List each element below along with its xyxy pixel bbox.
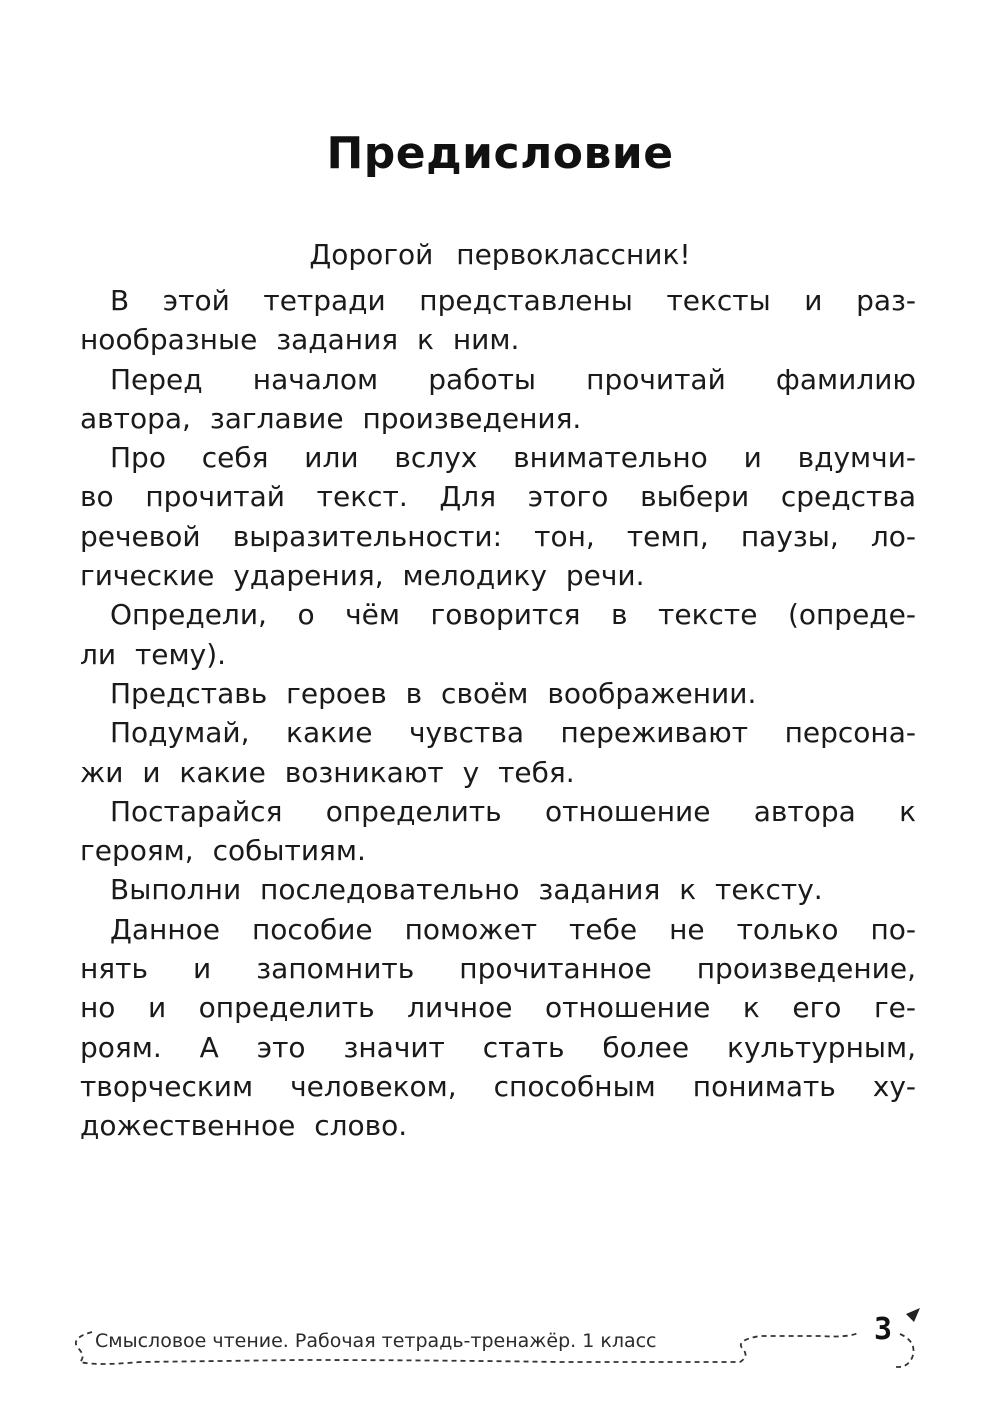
text-line: Данное пособие поможет тебе не только по- (110, 912, 916, 946)
text-line: Постарайся определить отношение автора к (110, 794, 916, 828)
text-line: нообразные задания к ним. (80, 323, 520, 357)
text-line: Про себя или вслух внимательно и вдумчи- (110, 441, 916, 475)
text-line: автора, заглавие произведения. (80, 401, 582, 435)
text-line: дожественное слово. (80, 1109, 408, 1143)
text-line: жи и какие возникают у тебя. (80, 755, 575, 789)
book-title: Смысловое чтение. Рабочая тетрадь-тренажёр. 1 класс (95, 1330, 657, 1352)
text-line: Представь героев в своём воображении. (110, 676, 757, 710)
text-line: Выполни последовательно задания к тексту. (110, 873, 823, 907)
text-line: В этой тетради представлены тексты и раз- (110, 284, 916, 317)
text-line: Подумай, какие чувства переживают персона- (110, 716, 916, 750)
text-line: Определи, о чём говорится в тексте (опреде- (110, 598, 916, 632)
page-number: 3 (874, 1312, 893, 1347)
arrow-icon (906, 1308, 920, 1322)
page-footer (0, 1290, 1000, 1390)
greeting: Дорогой первоклассник! (309, 238, 691, 271)
body-text (80, 281, 916, 1146)
text-line: Перед началом работы прочитай фамилию (110, 362, 916, 396)
text-line: речевой выразительности: тон, темп, паузы, ло- (80, 519, 916, 553)
text-line: ли тему). (80, 637, 227, 671)
text-line: нять и запомнить прочитанное произведение, (80, 952, 916, 986)
text-line: но и определить личное отношение к его ге- (80, 991, 916, 1025)
text-line: роям. А это значит стать более культурным, (80, 1030, 916, 1064)
page-title: Предисловие (326, 128, 674, 179)
text-line: во прочитай текст. Для этого выбери средства (80, 480, 916, 514)
text-line: героям, событиям. (80, 834, 366, 868)
text-line: творческим человеком, способным понимать ху- (80, 1069, 916, 1103)
text-line: гические ударения, мелодику речи. (80, 559, 645, 593)
